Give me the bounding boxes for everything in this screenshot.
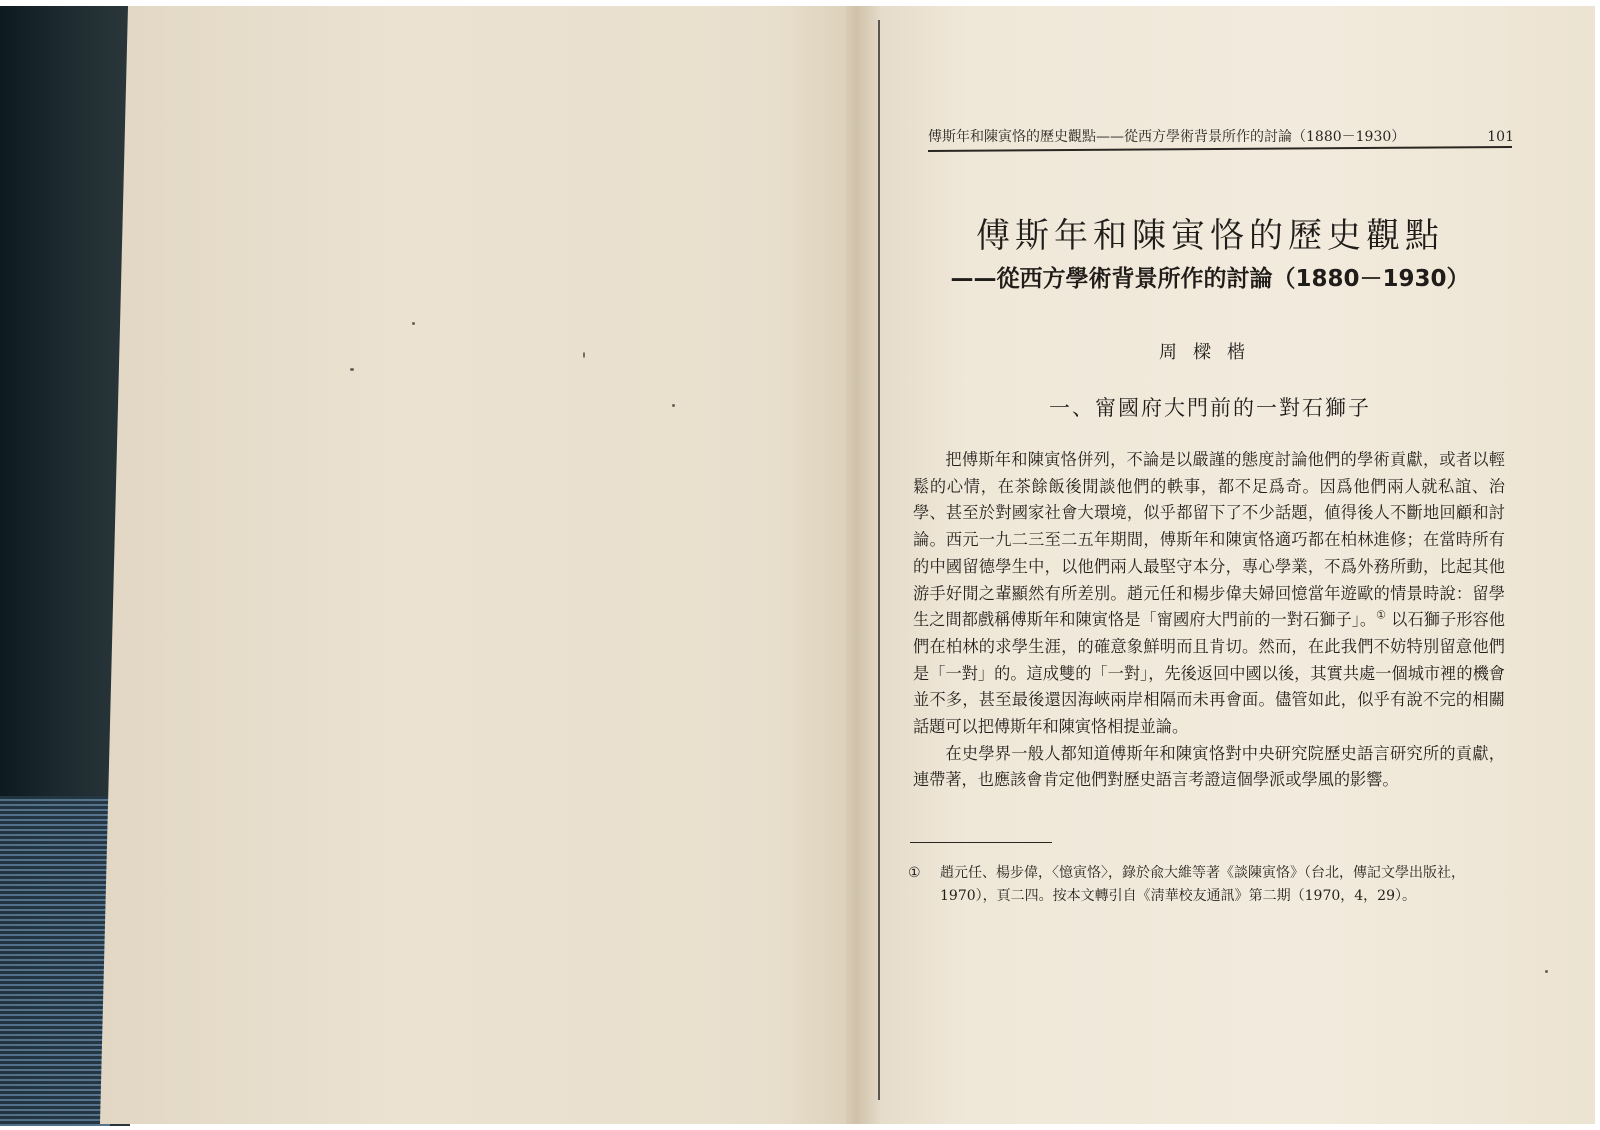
article-subtitle: ——從西方學術背景所作的討論（1880－1930）	[950, 266, 1470, 292]
author-name: 周樑楷	[1159, 342, 1261, 363]
paper-speck	[583, 352, 585, 358]
footnote-divider	[910, 842, 1052, 843]
paper-speck	[672, 404, 675, 407]
footnote	[908, 862, 1498, 908]
page-number: 101	[1487, 129, 1514, 145]
running-header	[928, 126, 1514, 146]
footnote-marker: ①	[908, 865, 921, 881]
scanner-stripes	[0, 796, 110, 1126]
article-title: 傅斯年和陳寅恪的歷史觀點	[976, 216, 1444, 256]
paragraph-1-continued: 以石獅子形容他們在柏林的求學生涯，的確意象鮮明而且肯切。然而，在此我們不妨特別留意他們是「一對」的。這成雙的「一對」，先後返回中國以後，其實共處一個城市裡的機會並不多，甚至最後還因海峽兩岸相隔而未再會面。儘管如此，似乎有說不完的相關話題可以把傅斯年和陳寅恪相提並論。	[913, 610, 1505, 737]
left-page-blank	[100, 6, 848, 1124]
running-head-title: 傅斯年和陳寅恪的歷史觀點——從西方學術背景所作的討論（1880－1930）	[928, 129, 1406, 145]
paragraph-1-text: 把傅斯年和陳寅恪併列，不論是以嚴謹的態度討論他們的學術貢獻，或者以輕鬆的心情，在茶餘飯後閒談他們的軼事，都不足爲奇。因爲他們兩人就私誼、治學、甚至於對國家社會大環境，似乎都留下了不少話題，値得後人不斷地回顧和討論。西元一九二三至二五年期間，傅斯年和陳寅恪適巧都在柏林進修；在當時所有的中國留德學生中，以他們兩人最堅守本分，專心學業，不爲外務所動，比起其他游手好閒之輩顯然有所差別。趙元任和楊步偉夫婦回憶當年遊歐的情景時說：留學生之間都戲稱傅斯年和陳寅恪是「甯國府大門前的一對石獅子」。	[913, 450, 1505, 630]
book-spine-gutter	[846, 6, 882, 1124]
section-heading: 一、甯國府大門前的一對石獅子	[1049, 396, 1371, 420]
paragraph: 在史學界一般人都知道傅斯年和陳寅恪對中央研究院歷史語言研究所的貢獻，連帶著，也應該會肯定他們對歷史語言考證這個學派或學風的影響。	[913, 743, 1505, 790]
footnote-text: 趙元任、楊步偉，〈憶寅恪〉，錄於兪大維等著《談陳寅恪》（台北，傳記文學出版社，1970），頁二四。按本文轉引自《淸華校友通訊》第二期（1970，4，29）。	[940, 865, 1465, 904]
paragraph	[913, 447, 1505, 741]
paper-speck	[350, 368, 354, 371]
paper-speck	[1545, 970, 1548, 973]
footnote-reference: ①	[1376, 608, 1387, 622]
article-body	[913, 447, 1505, 794]
paper-speck	[412, 322, 415, 325]
